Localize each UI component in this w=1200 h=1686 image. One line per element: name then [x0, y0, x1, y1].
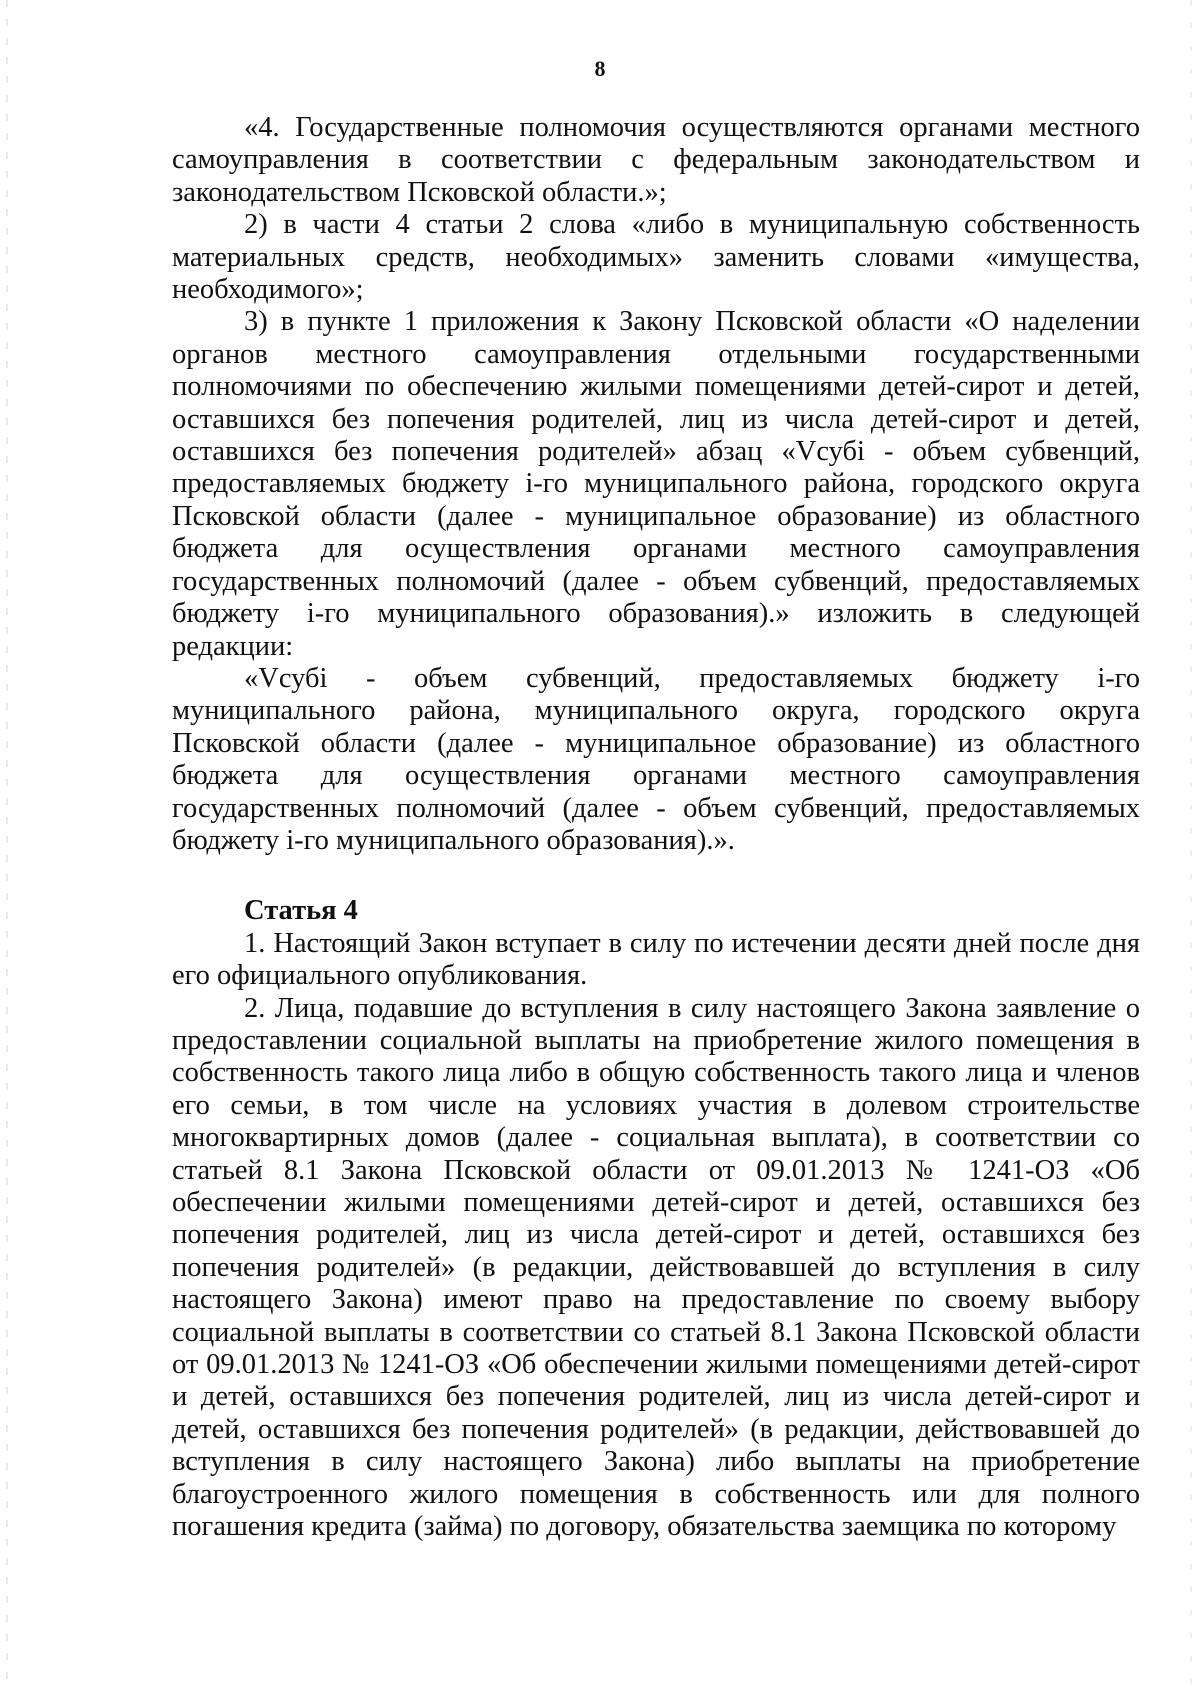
document-body	[172, 112, 1140, 1543]
page-number: 8	[594, 56, 606, 81]
paragraph-amendment-3: 3) в пункте 1 приложения к Закону Псковской области «О наделении органов местного самоуправления отдельными государственными полномочиями по обеспечению жилыми помещениями детей-сирот и детей, оставшихся без попечения родителей, лиц из числа детей-сирот и детей, оставшихся без попечения родителей» абзац «Vсубi - объем субвенций, предоставляемых бюджету i-го муниципального района, городского округа Псковской области (далее - муниципальное образование) из областного бюджета для осуществления органами местного самоуправления государственных полномочий (далее - объем субвенций, предоставляемых бюджету i-го муниципального образования).» изложить в следующей редакции:	[172, 306, 1140, 662]
paragraph-new-wording: «Vсубi - объем субвенций, предоставляемых бюджету i-го муниципального района, муниципального округа, городского округа Псковской области (далее - муниципальное образование) из областного бюджета для осуществления органами местного самоуправления государственных полномочий (далее - объем субвенций, предоставляемых бюджету i-го муниципального образования).».	[172, 662, 1140, 856]
paragraph-amendment-2: 2) в части 4 статьи 2 слова «либо в муниципальную собственность материальных средств, необходимых» заменить словами «имущества, необходимого»;	[172, 209, 1140, 306]
scan-edge-right	[1190, 0, 1192, 1686]
paragraph-amendment-quote: «4. Государственные полномочия осуществляются органами местного самоуправления в соответствии с федеральным законодательством и законодательством Псковской области.»;	[172, 112, 1140, 208]
paragraph-article-4-item-2: 2. Лица, подавшие до вступления в силу настоящего Закона заявление о предоставлении социальной выплаты на приобретение жилого помещения в собственность такого лица либо в общую собственность такого лица и членов его семьи, в том числе на условиях участия в долевом строительстве многоквартирных домов (далее - социальная выплата), в соответствии со статьей 8.1 Закона Псковской области от 09.01.2013 № 1241-ОЗ «Об обеспечении жилыми помещениями детей-сирот и детей, оставшихся без попечения родителей, лиц из числа детей-сирот и детей, оставшихся без попечения родителей» (в редакции, действовавшей до вступления в силу настоящего Закона) имеют право на предоставление по своему выбору социальной выплаты в соответствии со статьей 8.1 Закона Псковской области от 09.01.2013 № 1241-ОЗ «Об обеспечении жилыми помещениями детей-сирот и детей, оставшихся без попечения родителей, лиц из числа детей-сирот и детей, оставшихся без попечения родителей» (в редакции, действовавшей до вступления в силу настоящего Закона) либо выплаты на приобретение благоустроенного жилого помещения в собственность или для полного погашения кредита (займа) по договору, обязательства заемщика по которому	[172, 992, 1140, 1543]
article-heading: Статья 4	[244, 895, 358, 927]
paragraph-article-4-item-1: 1. Настоящий Закон вступает в силу по истечении десяти дней после дня его официального опубликования.	[172, 927, 1140, 992]
scan-edge-left	[6, 0, 8, 1686]
